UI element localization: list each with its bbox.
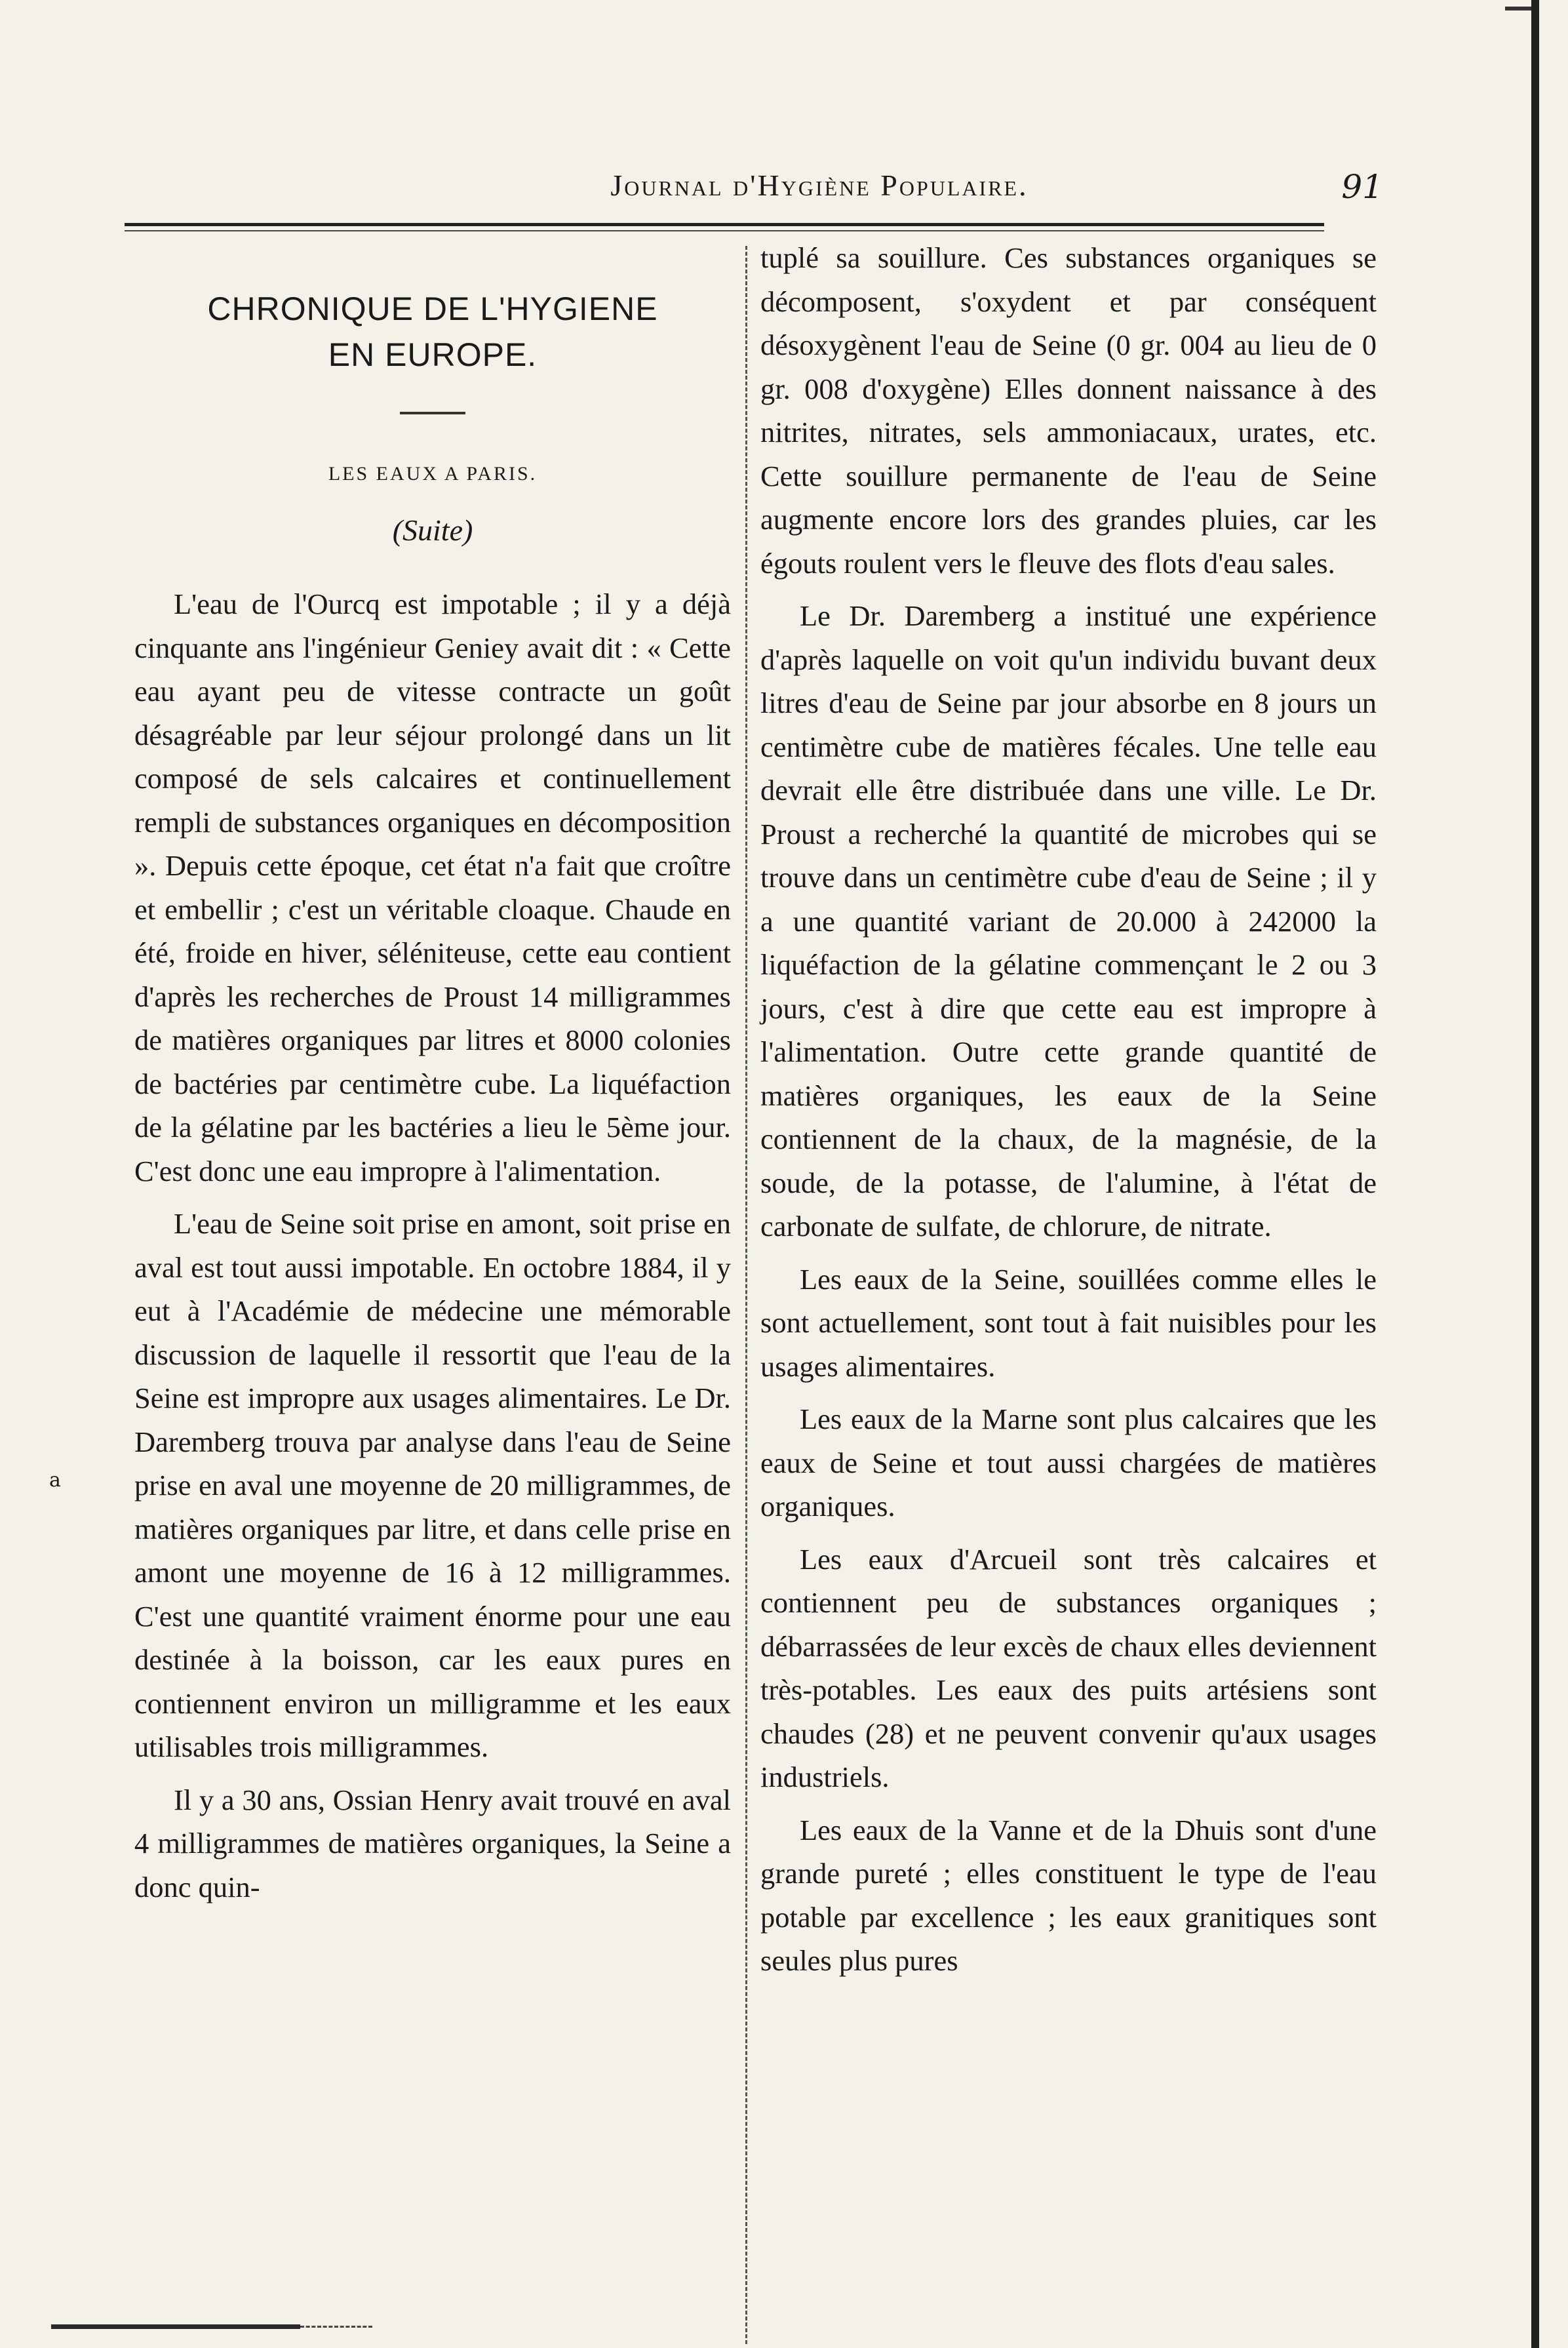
header-rule-thin xyxy=(125,230,1324,231)
footer-rule-tail xyxy=(300,2326,372,2330)
subsection-title: LES EAUX A PARIS. xyxy=(328,463,538,485)
paragraph: Le Dr. Daremberg a institué une expérience d'après laquelle on voit qu'un individu buvant deux litres d'eau de Seine par jour absorbe en 8 jours un centimètre cube de matières fécales. Une telle eau devrait elle être distribuée dans une ville. Le Dr. Proust a recherché la quantité de microbes qui se trouve dans un centimètre cube d'eau de Seine ; il y a une quantité variant de 20.000 à 242000 la liquéfaction de la gélatine commençant le 2 ou 3 jours, c'est à dire que cette eau est impropre à l'alimentation. Outre cette grande quantité de matières organiques, les eaux de la Seine contiennent de la chaux, de la magnésie, de la soude, de la potasse, de l'alumine, à l'état de carbonate de sulfate, de chlorure, de nitrate. xyxy=(760,599,1377,1243)
page-edge-rule xyxy=(1531,0,1539,2348)
header-rule xyxy=(125,223,1324,226)
paragraph: Les eaux de la Marne sont plus calcaires que les eaux de Seine et tout aussi chargées de matières organiques. xyxy=(760,1403,1377,1522)
page-number: 91 xyxy=(1341,168,1383,206)
paragraph: tuplé sa souillure. Ces substances organiques se décomposent, s'oxydent et par conséquent désoxygènent l'eau de Seine (0 gr. 004 au lieu de 0 gr. 008 d'oxygène) Elles donnent naissance à des nitrites, nitrates, sels ammoniacaux, urates, etc. Cette souillure permanente de l'eau de Seine augmente encore lors des grandes pluies, car les égouts roulent vers le fleuve des flots d'eau sales. xyxy=(760,241,1377,580)
paragraph: Les eaux d'Arcueil sont très calcaires et contiennent peu de substances organiques ; débarrassées de leur excès de chaux elles deviennent très-potables. Les eaux des puits artésiens sont chaudes (28) et ne peuvent convenir qu'aux usages industriels. xyxy=(760,1542,1377,1793)
title-separator xyxy=(400,412,465,414)
section-title-line-2: EN EUROPE. xyxy=(328,336,538,373)
section-title xyxy=(134,286,731,378)
left-column xyxy=(134,236,731,1918)
top-right-rule xyxy=(1505,7,1531,10)
margin-mark: a xyxy=(49,1469,61,1492)
right-column xyxy=(760,236,1377,1992)
paragraph: L'eau de l'Ourcq est impotable ; il y a déjà cinquante ans l'ingénieur Geniey avait dit : « Cette eau ayant peu de vitesse contracte un goût désagréable par leur séjour prolongé dans un lit composé de sels calcaires et continuellement rempli de substances organiques en décomposition ». Depuis cette époque, cet état n'a fait que croître et embellir ; c'est un véritable cloaque. Chaude en été, froide en hiver, séléniteuse, cette eau contient d'après les recherches de Proust 14 milligrammes de matières organiques par litres et 8000 colonies de bactéries par centimètre cube. La liquéfaction de la gélatine par les bactéries a lieu le 5ème jour. C'est donc une eau impropre à l'alimentation. xyxy=(134,587,731,1187)
footer-rule xyxy=(51,2324,300,2329)
suite-label: (Suite) xyxy=(392,513,473,547)
paragraph: Les eaux de la Seine, souillées comme elles le sont actuellement, sont tout à fait nuisibles pour les usages alimentaires. xyxy=(760,1262,1377,1383)
running-title: Journal d'Hygiène Populaire. xyxy=(610,169,1029,202)
section-title-line-1: CHRONIQUE DE L'HYGIENE xyxy=(207,290,658,327)
paragraph: L'eau de Seine soit prise en amont, soit prise en aval est tout aussi impotable. En octobre 1884, il y eut à l'Académie de médecine une mémorable discussion de laquelle il ressortit que l'eau de la Seine est impropre aux usages alimentaires. Le Dr. Daremberg trouva par analyse dans l'eau de Seine prise en aval une moyenne de 20 milligrammes, de matières organiques par litre, et dans celle prise en amont une moyenne de 16 à 12 milligrammes. C'est une quantité vraiment énorme pour une eau destinée à la boisson, car les eaux pures en contiennent environ un milligramme et les eaux utilisables trois milligrammes. xyxy=(134,1207,731,1763)
column-divider xyxy=(745,246,747,2344)
paragraph: Les eaux de la Vanne et de la Dhuis sont d'une grande pureté ; elles constituent le type de l'eau potable par excellence ; les eaux granitiques sont seules plus pures xyxy=(760,1813,1377,1977)
page-header xyxy=(151,168,1383,220)
paragraph: Il y a 30 ans, Ossian Henry avait trouvé en aval 4 milligrammes de matières organiques, la Seine a donc quin- xyxy=(134,1783,731,1903)
